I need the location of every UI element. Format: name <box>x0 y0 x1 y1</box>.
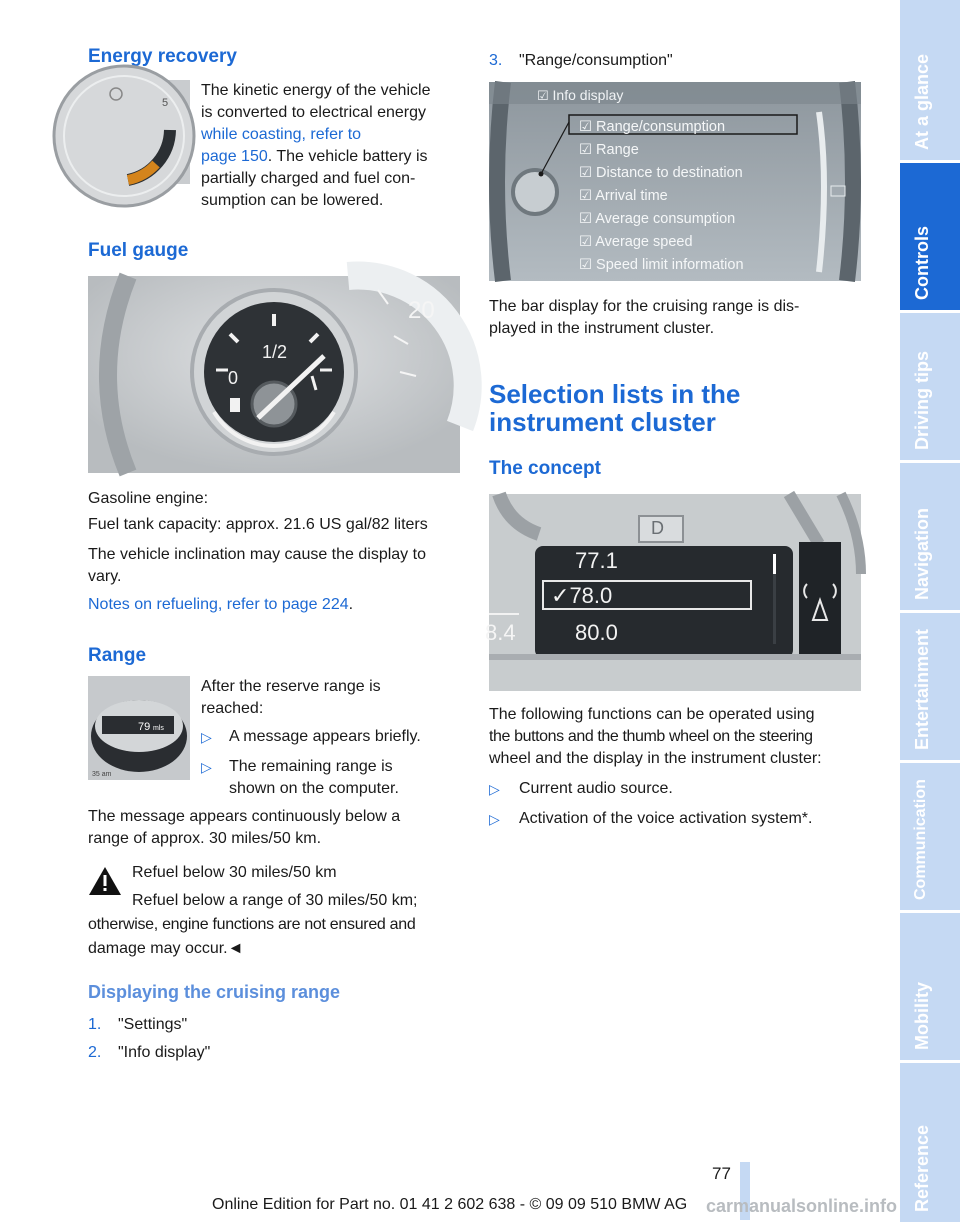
info-display-image <box>489 82 861 281</box>
bullet-triangle-icon: ▷ <box>489 811 500 827</box>
svg-text:5: 5 <box>162 97 169 109</box>
tab-at-a-glance[interactable] <box>900 0 960 163</box>
selection-lists-title-2: instrument cluster <box>489 407 716 437</box>
range-intro-2: reached: <box>201 700 264 717</box>
side-value: 8.4 <box>485 620 516 645</box>
bar-display-p1b: played in the instrument cluster. <box>489 320 715 337</box>
check-icon: ☑ <box>537 88 549 103</box>
energy-line-2: is converted to electrical energy <box>201 104 426 121</box>
step-number: 1. <box>88 1016 102 1033</box>
list-value-selected[interactable] <box>551 583 612 609</box>
tab-label: At a glance <box>912 53 932 150</box>
fuel-notes <box>88 594 353 616</box>
selection-p1c: wheel and the display in the instrument cluster: <box>489 750 822 767</box>
range-bullet-1-text: A message appears briefly. <box>229 728 421 745</box>
menu-item-average-speed[interactable] <box>579 231 744 254</box>
menu-item-range-consumption[interactable] <box>579 116 744 139</box>
energy-page-link[interactable]: page 150 <box>201 148 268 165</box>
energy-line-1: The kinetic energy of the vehicle <box>201 82 431 99</box>
menu-item-label: Range <box>596 142 639 158</box>
energy-recovery-gauge-image <box>88 80 190 184</box>
gauge-twenty-label: 20 <box>408 297 435 324</box>
tab-controls[interactable] <box>900 163 960 313</box>
warning-line-2: otherwise, engine functions are not ensured and <box>88 916 416 933</box>
fuel-gauge-image <box>88 276 460 473</box>
menu-item-label: Speed limit information <box>596 257 744 273</box>
menu-item-average-consumption[interactable] <box>579 208 744 231</box>
menu-item-label: Range/consumption <box>596 119 726 135</box>
warning-icon <box>88 866 122 896</box>
energy-line-6: sumption can be lowered. <box>201 192 384 209</box>
checkmark-icon: ✓ <box>551 583 570 608</box>
step-text: "Info display" <box>118 1044 211 1061</box>
selection-p1b: the buttons and the thumb wheel on the steering <box>489 728 813 745</box>
cluster-time: 35 am <box>92 771 112 778</box>
selection-bullet-2 <box>489 808 869 830</box>
tab-label: Reference <box>912 1124 932 1212</box>
selection-list-image <box>485 494 861 691</box>
range-intro-1: After the reserve range is <box>201 678 381 695</box>
energy-link-coasting[interactable]: while coasting, refer to <box>201 126 362 143</box>
selection-bullet-1-text: Current audio source. <box>519 780 673 797</box>
fuel-gauge-heading: Fuel gauge <box>88 240 189 261</box>
range-bullet-1 <box>201 726 461 748</box>
tab-navigation[interactable] <box>900 463 960 613</box>
step-text: "Settings" <box>118 1016 188 1033</box>
range-p1b: range of approx. 30 miles/50 km. <box>88 830 322 847</box>
watermark: carmanualsonline.info <box>706 1196 898 1216</box>
tab-label: Navigation <box>912 507 932 600</box>
menu-item-label: Average consumption <box>595 211 736 227</box>
bullet-triangle-icon: ▷ <box>489 781 500 797</box>
page-number: 77 <box>712 1164 731 1183</box>
menu-item-distance[interactable] <box>579 162 744 185</box>
energy-line-5: partially charged and fuel con- <box>201 170 416 187</box>
bullet-triangle-icon: ▷ <box>201 759 212 775</box>
energy-line-4-rest: . The vehicle battery is <box>267 148 428 165</box>
tab-entertainment[interactable] <box>900 613 960 763</box>
fuel-p3a: The vehicle inclination may cause the display to <box>88 546 426 563</box>
menu-item-speed-limit[interactable] <box>579 254 744 277</box>
gauge-zero-label: 0 <box>228 368 239 388</box>
concept-heading: The concept <box>489 458 601 479</box>
range-p1a: The message appears continuously below a <box>88 808 401 825</box>
warning-line-3: damage may occur.◄ <box>88 940 244 957</box>
step-text: "Range/consumption" <box>519 52 673 69</box>
footer-edition: Online Edition for Part no. 01 41 2 602 638 - © 09 09 510 BMW AG <box>212 1196 688 1213</box>
info-display-menu <box>579 116 744 277</box>
energy-line-4 <box>201 146 428 168</box>
list-value-2: 78.0 <box>569 583 613 608</box>
tab-label: Mobility <box>912 982 932 1050</box>
range-bullet-2 <box>201 756 461 800</box>
fuel-p3b: vary. <box>88 568 122 585</box>
tab-label: Controls <box>912 226 932 300</box>
range-bullet-2-text-a: The remaining range is <box>229 758 393 775</box>
cluster-speed: 79 <box>138 721 151 733</box>
check-icon: ☑ <box>579 188 596 204</box>
fuel-p1: Gasoline engine: <box>88 490 209 507</box>
cruising-range-heading: Displaying the cruising range <box>88 982 341 1002</box>
energy-recovery-heading: Energy recovery <box>88 46 237 67</box>
selection-bullet-1 <box>489 778 869 800</box>
check-icon: ☑ <box>579 234 596 250</box>
tab-label: Driving tips <box>912 350 932 450</box>
menu-item-arrival-time[interactable] <box>579 185 744 208</box>
selection-lists-title-1: Selection lists in the <box>489 379 741 409</box>
check-icon: ☑ <box>579 165 597 181</box>
range-cluster-image <box>88 676 190 780</box>
menu-item-label: Average speed <box>595 234 693 250</box>
tab-mobility[interactable] <box>900 913 960 1063</box>
warning-line-1: Refuel below a range of 30 miles/50 km; <box>132 892 418 909</box>
menu-item-label: Distance to destination <box>596 165 743 181</box>
cluster-unit: mls <box>153 725 164 732</box>
fuel-p2: Fuel tank capacity: approx. 21.6 US gal/82 liters <box>88 516 428 533</box>
step-number: 2. <box>88 1044 102 1061</box>
tab-communication[interactable] <box>900 763 960 913</box>
check-icon: ☑ <box>579 119 597 135</box>
bar-display-p1a: The bar display for the cruising range is dis- <box>489 298 800 315</box>
warning-title: Refuel below 30 miles/50 km <box>132 864 337 881</box>
step-number: 3. <box>489 52 503 69</box>
check-icon: ☑ <box>579 257 597 273</box>
range-heading: Range <box>88 645 147 666</box>
bullet-triangle-icon: ▷ <box>201 729 212 745</box>
refueling-notes-link[interactable]: Notes on refueling, refer to page 224 <box>88 596 349 613</box>
gear-indicator: D <box>651 518 664 538</box>
selection-bullet-2-text: Activation of the voice activation system*. <box>519 810 813 827</box>
list-value-3: 80.0 <box>575 620 618 645</box>
tab-reference[interactable] <box>900 1063 960 1222</box>
info-display-header <box>537 87 623 104</box>
check-icon: ☑ <box>579 142 597 158</box>
check-icon: ☑ <box>579 211 596 227</box>
menu-item-range[interactable] <box>579 139 744 162</box>
range-bullet-2-text-b: shown on the computer. <box>229 780 399 797</box>
tab-driving-tips[interactable] <box>900 313 960 463</box>
tab-label: Communication <box>912 779 929 900</box>
menu-item-label: Arrival time <box>595 188 668 204</box>
gauge-half-label: 1/2 <box>262 342 288 362</box>
list-value-1: 77.1 <box>575 548 618 573</box>
info-display-header-text: Info display <box>552 87 624 103</box>
selection-p1a: The following functions can be operated using <box>489 706 815 723</box>
fuel-notes-end: . <box>348 596 354 613</box>
tab-label: Entertainment <box>912 628 932 750</box>
